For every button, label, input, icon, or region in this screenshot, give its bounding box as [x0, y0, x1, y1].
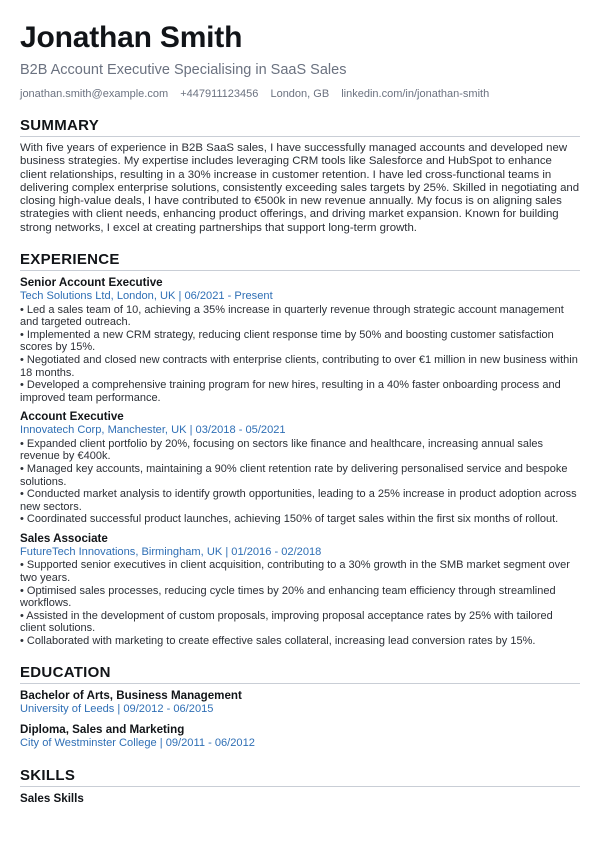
skill-group [20, 792, 580, 806]
job-bullet: • Managed key accounts, maintaining a 90% client retention rate by delivering personalised service and bespoke solutions. [20, 463, 568, 488]
job-bullet: • Coordinated successful product launches, achieving 150% of target sales within the first six months of rollout. [20, 513, 559, 526]
candidate-headline: B2B Account Executive Specialising in SaaS Sales [20, 62, 347, 78]
job-bullets [20, 438, 580, 526]
job-bullet: • Developed a comprehensive training program for new hires, resulting in a 40% faster onboarding process and improved team performance. [20, 379, 561, 404]
education-entry [20, 723, 580, 751]
job-bullet: • Expanded client portfolio by 20%, focusing on sectors like finance and healthcare, increasing annual sales revenue by €400k. [20, 437, 544, 463]
education-heading: EDUCATION [20, 664, 580, 684]
school-dates: University of Leeds | 09/2012 - 06/2015 [20, 702, 214, 715]
degree-title: Diploma, Sales and Marketing [20, 723, 185, 737]
job-company-dates: Tech Solutions Ltd, London, UK | 06/2021 - Present [20, 290, 273, 303]
experience-entry [20, 532, 580, 648]
job-bullet: • Collaborated with marketing to create effective sales collateral, increasing lead conversion rates by 15%. [20, 635, 536, 648]
job-bullets [20, 304, 580, 405]
job-company-dates: Innovatech Corp, Manchester, UK | 03/2018 - 05/2021 [20, 424, 286, 437]
job-title: Sales Associate [20, 531, 108, 545]
education-section [20, 664, 580, 751]
job-bullets [20, 559, 580, 647]
job-bullet: • Led a sales team of 10, achieving a 35% increase in quarterly revenue through strategic account management and targeted outreach. [20, 303, 564, 329]
experience-section [20, 251, 580, 648]
contact-phone[interactable]: +447911123456 [180, 88, 259, 100]
degree-title: Bachelor of Arts, Business Management [20, 688, 242, 702]
job-bullet: • Implemented a new CRM strategy, reducing client response time by 50% and boosting customer satisfaction scores by 15%. [20, 328, 554, 354]
job-company-dates: FutureTech Innovations, Birmingham, UK | 01/2016 - 02/2018 [20, 545, 322, 558]
experience-entry [20, 276, 580, 404]
skills-section [20, 767, 580, 806]
job-bullet: • Conducted market analysis to identify growth opportunities, leading to a 25% increase in product adoption across new sectors. [20, 488, 577, 513]
job-title: Senior Account Executive [20, 276, 163, 290]
job-bullet: • Assisted in the development of custom proposals, improving proposal acceptance rates by 25% with tailored client solutions. [20, 609, 553, 635]
job-bullet: • Negotiated and closed new contracts with enterprise clients, contributing to over €1 million in new business within 18 months. [20, 353, 578, 379]
summary-text: With five years of experience in B2B SaaS sales, I have successfully managed accounts and developed new business strategies. My expertise includes leveraging CRM tools like Salesforce and HubSpot to enhance client relationships, resulting in a 30% increase in customer retention. I have led cross-functional teams in delivering complex enterprise solutions, consistently exceeding sales targets by 25%. Skilled in negotiating and closing high-value deals, I have contributed to €500k in new revenue annually. My focus is on aligning sales strategies with client needs, enhancing product offerings, and driving market expansion. Known for building strong networks, I excel at creating partnerships that support long-term growth. [20, 142, 580, 234]
contact-email[interactable]: jonathan.smith@example.com [20, 88, 169, 100]
experience-heading: EXPERIENCE [20, 251, 580, 271]
job-bullet: • Supported senior executives in client acquisition, contributing to a 30% growth in the SMB market segment over two years. [20, 559, 570, 585]
candidate-name: Jonathan Smith [20, 21, 243, 54]
summary-section [20, 117, 580, 235]
contact-location: London, GB [270, 88, 330, 100]
school-dates: City of Westminster College | 09/2011 - 06/2012 [20, 737, 255, 750]
summary-heading: SUMMARY [20, 117, 580, 137]
job-title: Account Executive [20, 410, 124, 424]
education-entry [20, 689, 580, 717]
contact-linkedin[interactable]: linkedin.com/in/jonathan-smith [341, 88, 490, 100]
contact-line [20, 87, 580, 101]
experience-entry [20, 410, 580, 526]
skills-heading: SKILLS [20, 767, 580, 787]
skill-group-label: Sales Skills [20, 791, 84, 805]
job-bullet: • Optimised sales processes, reducing cycle times by 20% and enhancing team efficiency through streamlined workflows. [20, 584, 556, 610]
resume-header [20, 20, 580, 101]
